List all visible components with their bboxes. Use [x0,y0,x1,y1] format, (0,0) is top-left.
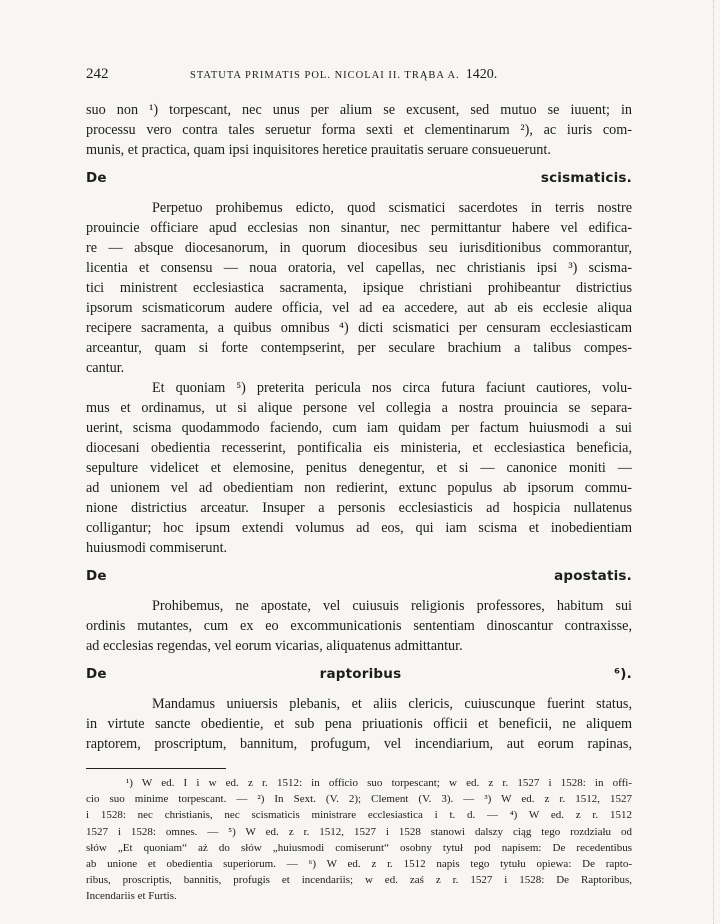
document-page [86,66,632,905]
text-line: recipere sacramenta, a quibus omnibus ⁴) dicti scismatici per censuram ecclesiasticam [86,320,632,336]
text-line: sepulture videlicet et elemosine, penitus denegentur, et si — canonice moniti — [86,460,632,476]
text-line: diocesani obedientia recesserint, pontificalia eis ministeria, et ecclesiastica beneficia, [86,440,632,456]
footnote-line: 1527 i 1528: omnes. — ⁵) W ed. z r. 1512, 1527 i 1528 stanowi dalszy ciąg tego rozdziału od [86,825,632,838]
text-line: uerint, scisma quodammodo faciendo, cum iam quidam per factum huiusmodi a sui [86,420,632,436]
text-line: Perpetuo prohibemus edicto, quod scismatici sacerdotes in terris nostre [152,200,632,216]
footnote-line: ¹) W ed. I i w ed. z r. 1512: in officio suo torpescant; w ed. z r. 1527 i 1528: in offi- [126,777,632,789]
text-line: mus et ordinamus, ut si alique persone vel collegia a nostra prouincia se separa- [86,400,632,416]
footnote-line: cio suo minime torpescant. — ²) In Sext. (V. 2); Clement (V. 3). — ³) W ed. z r. 1512, 1527 [86,793,632,806]
text-line: munis, et practica, quam ipsi inquisitores heretice prauitatis seruare consueuerunt. [86,142,551,158]
text-line: nione districtius arceatur. Insuper a personis ecclesiasticis ad hospicia nullatenus [86,500,632,516]
section-heading: De raptoribus ⁶). [86,666,632,682]
page-number: 242 [86,66,109,82]
text-line: ipsorum scismaticorum audere officia, vel ad ea accedere, aut ab eis ecclesie aliqua [86,300,632,316]
text-line: cantur. [86,360,125,376]
text-line: re — absque diocesanorum, in quorum diocesibus seu iurisditionibus commorantur, [86,240,632,256]
text-line: Mandamus uniuersis plebanis, et aliis clericis, cuiuscunque fuerint status, [152,696,632,712]
text-line: ordinis mutantes, cum ex eo excommunicationis sententiam dinoscantur contraxisse, [86,618,632,634]
footnote-line: i 1528: nec christianis, nec scismaticis ministrare ecclesiastica i t. d. — ⁴) W ed. z r. 1512 [86,809,632,822]
text-line: suo non ¹) torpescant, nec unus per alium se excusent, sed mutuo se iuuent; in [86,102,632,118]
text-line: huiusmodi commiserunt. [86,540,228,556]
text-line: Prohibemus, ne apostate, vel cuiusuis religionis professores, habitum sui [152,598,632,614]
running-title: STATUTA PRIMATIS POL. NICOLAI II. TRĄBA A. [190,70,460,81]
text-line: licentia et consensu — noua oratoria, vel capellas, nec christianis ipsi ³) scisma- [86,260,632,276]
footnote-line: ab unione et obedientia superiorum. — ⁶) W ed. z r. 1512 napis tego tytułu opiewa: De rapto- [86,858,632,871]
text-line: colligantur; hoc ipsum extendi volumus ad eos, qui iam scisma et inobedientiam [86,520,632,536]
text-line: ad ecclesias regendas, vel eorum vicarias, aliquatenus admittantur. [86,638,463,654]
text-line: ad unionem vel ad obedientiam non redierint, extunc populus ab ipsorum commu- [86,480,632,496]
text-line: in virtute sancte obedientie, et sub pena priuationis officii et beneficii, ne aliquem [86,716,632,732]
running-year: 1420. [465,67,498,82]
text-line: Et quoniam ⁵) preterita pericula nos circa futura faciunt cautiores, volu- [152,380,632,396]
text-line: tici ministrent ecclesiastica sacramenta, ipsique christiani prohibeantur districtius [86,280,632,296]
text-line: raptorem, proscriptum, bannitum, profugum, vel incendiarium, aut eorum rapinas, [86,736,632,752]
body-text [86,100,632,754]
section-heading: De apostatis. [86,568,632,584]
footnote-line: słów „Et quoniam“ aż do słów „huiusmodi comiserunt“ osobny tytuł pod napisem: De recedentibus [86,841,632,854]
page-edge [713,0,720,924]
text-line: arceantur, quam si forte contempserint, per seculare brachium a talibus compes- [86,340,632,356]
page-header [86,66,632,88]
text-line: processu vero contra tales seruetur forma sexti et clementinarum ²), ac iuris com- [86,122,632,138]
footnote-line: Incendariis et Furtis. [86,890,177,903]
footnote-line: ribus, proscriptis, bannitis, profugis et incendariis; w ed. zaś z r. 1527 i 1528: De Raptoribus, [86,874,632,887]
text-line: prouincie officiare apud ecclesias non sinantur, nec permittantur habere vel edifica- [86,220,632,236]
footnotes [86,775,632,905]
section-heading: De scismaticis. [86,170,632,186]
footnote-rule [86,768,226,769]
